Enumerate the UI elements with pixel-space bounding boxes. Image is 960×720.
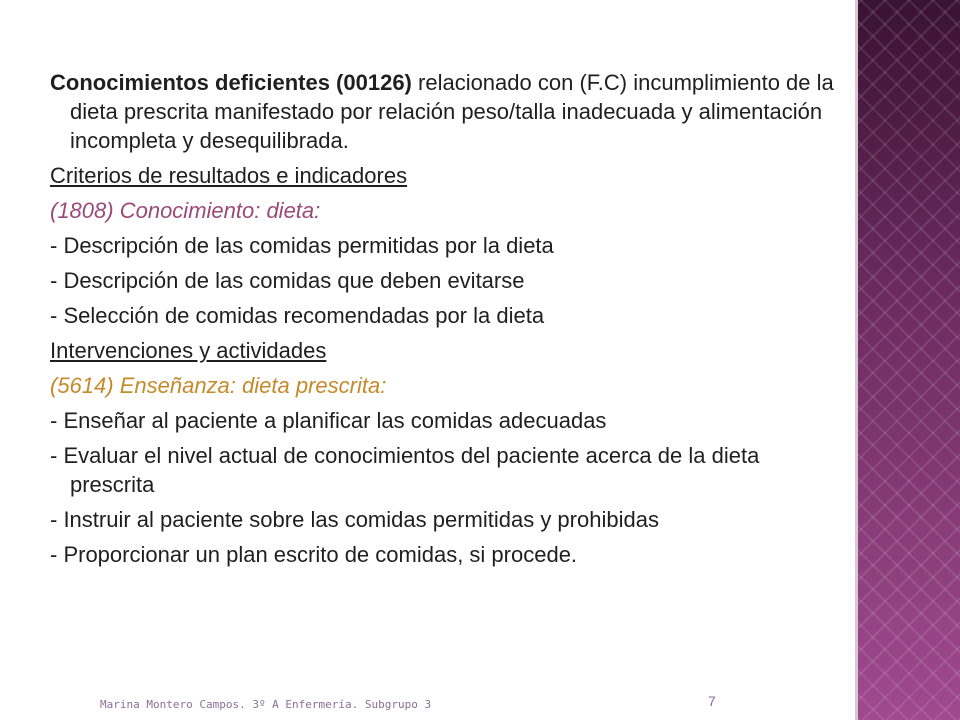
diagnosis-text: relacionado con (F.C) incumplimiento de la dieta prescrita manifestado por relación peso/talla inadecuada y alimentación incompleta y desequilibrada. [70, 70, 834, 153]
slide-content [50, 68, 840, 575]
noc-item: - Selección de comidas recomendadas por la dieta [50, 303, 545, 328]
noc-title: (1808) Conocimiento: dieta: [50, 198, 321, 223]
nic-item: - Instruir al paciente sobre las comidas permitidas y prohibidas [50, 507, 659, 532]
interventions-heading: Intervenciones y actividades [50, 338, 327, 363]
decorative-side-panel [858, 0, 960, 720]
diagnosis-title: Conocimientos deficientes (00126) [50, 70, 412, 95]
nic-item: - Evaluar el nivel actual de conocimientos del paciente acerca de la dieta prescrita [50, 443, 760, 497]
nic-title: (5614) Enseñanza: dieta prescrita: [50, 373, 387, 398]
noc-item: - Descripción de las comidas que deben evitarse [50, 268, 525, 293]
nic-item: - Enseñar al paciente a planificar las comidas adecuadas [50, 408, 607, 433]
results-heading: Criterios de resultados e indicadores [50, 163, 408, 188]
page-number: 7 [708, 693, 716, 709]
footer-author: Marina Montero Campos. 3º A Enfermería. Subgrupo 3 [100, 698, 432, 711]
diagnosis-paragraph [50, 68, 840, 155]
noc-item: - Descripción de las comidas permitidas por la dieta [50, 233, 554, 258]
nic-item: - Proporcionar un plan escrito de comidas, si procede. [50, 542, 578, 567]
